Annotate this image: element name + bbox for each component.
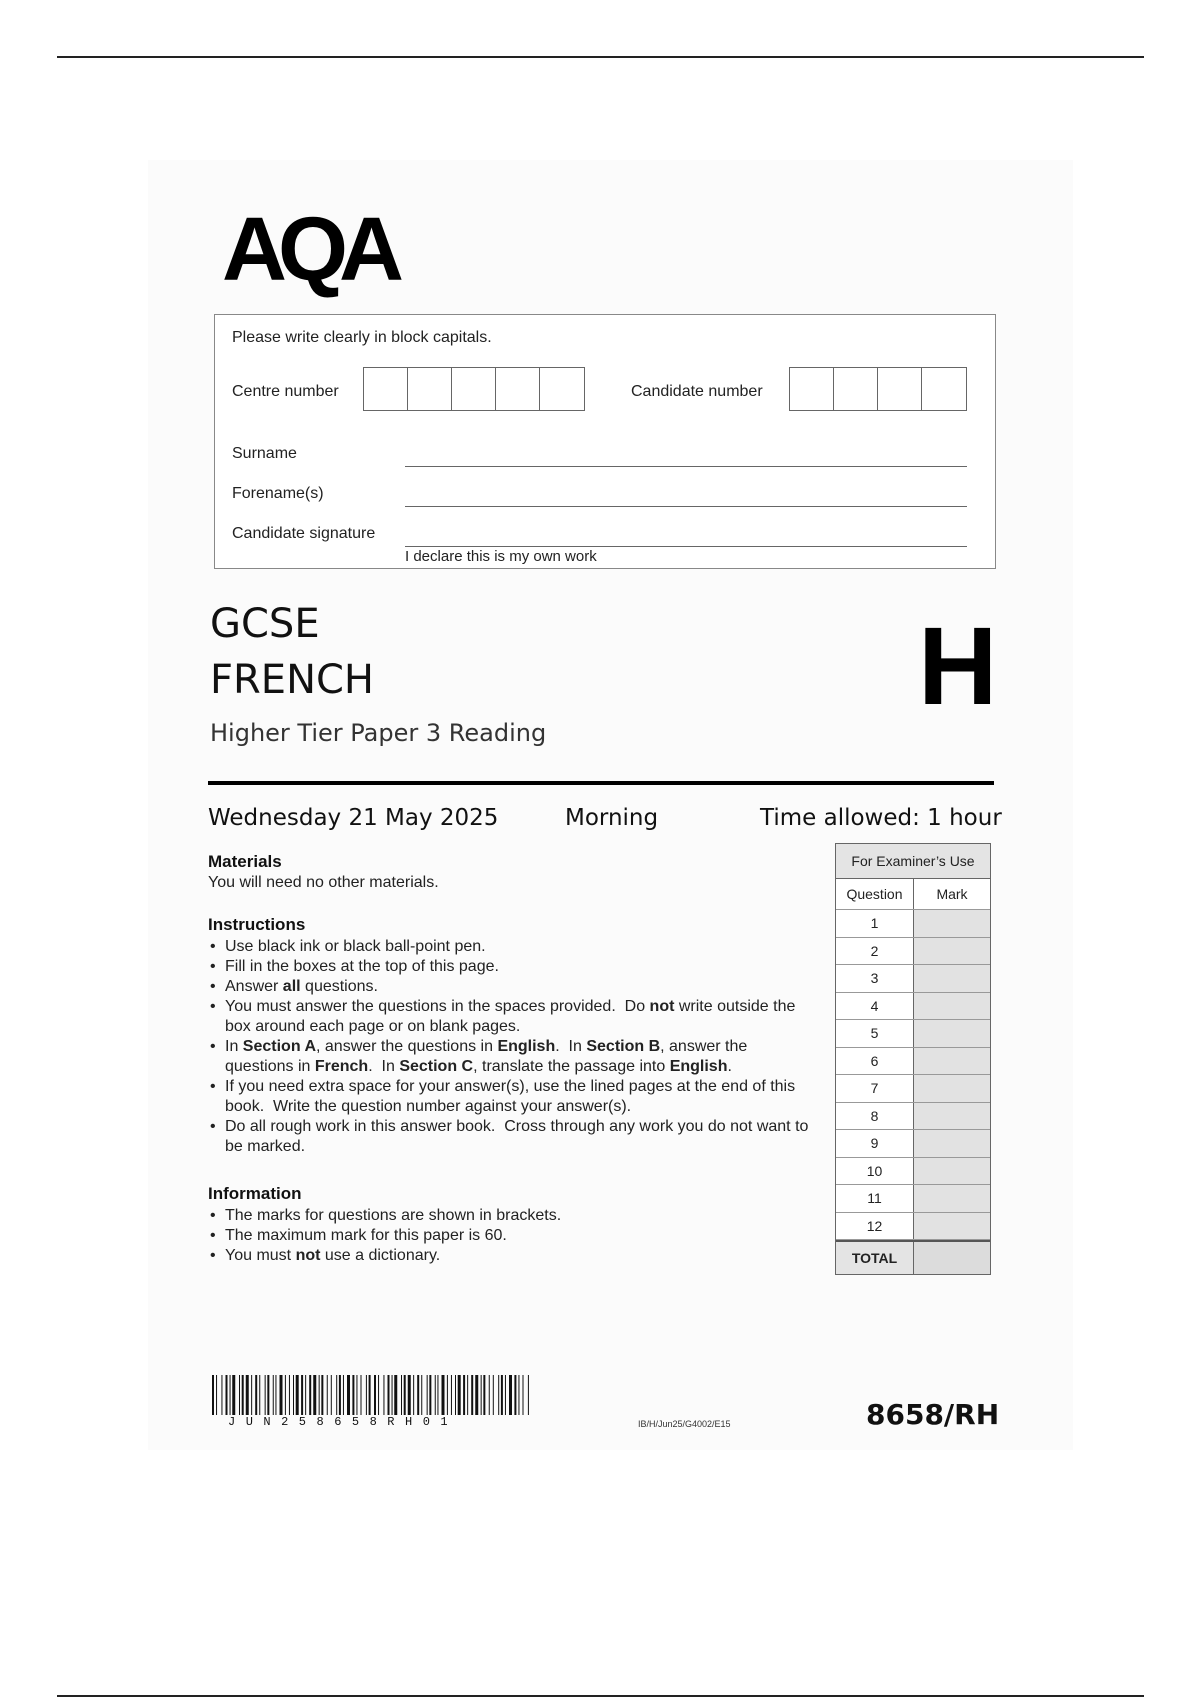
table-row xyxy=(836,1158,990,1186)
barcode-bar xyxy=(289,1375,290,1415)
mark-cell xyxy=(914,1075,990,1102)
barcode-bar xyxy=(343,1375,344,1415)
materials-text: You will need no other materials. xyxy=(208,874,439,891)
barcode-bar xyxy=(509,1375,512,1415)
candidate-details-box xyxy=(214,314,996,569)
time-allowed: Time allowed: 1 hour xyxy=(760,805,1002,831)
barcode-bar xyxy=(352,1375,354,1415)
barcode-bar xyxy=(321,1375,323,1415)
table-row xyxy=(836,938,990,966)
barcode-bar xyxy=(267,1375,269,1415)
centre-digit-box[interactable] xyxy=(496,368,540,410)
table-row xyxy=(836,993,990,1021)
materials-heading: Materials xyxy=(208,852,282,871)
question-number: 3 xyxy=(836,965,914,992)
barcode-bar xyxy=(216,1375,217,1415)
barcode-bar xyxy=(427,1375,428,1415)
instruction-item: • Fill in the boxes at the top of this page. xyxy=(208,957,818,977)
barcode-bar xyxy=(336,1375,337,1415)
barcode-bar xyxy=(319,1375,320,1415)
barcode-bar xyxy=(265,1375,266,1415)
forenames-line[interactable] xyxy=(405,506,967,507)
centre-digit-box[interactable] xyxy=(364,368,408,410)
barcode-bar xyxy=(255,1375,257,1415)
barcode-bar xyxy=(467,1375,468,1415)
question-number: 6 xyxy=(836,1048,914,1075)
total-row xyxy=(836,1240,990,1274)
candidate-digit-box[interactable] xyxy=(878,368,922,410)
barcode-bar xyxy=(239,1375,240,1415)
question-number: 1 xyxy=(836,910,914,937)
examiners-use-table xyxy=(835,843,991,1275)
question-number: 10 xyxy=(836,1158,914,1185)
barcode-bar xyxy=(471,1375,473,1415)
instruction-item: • You must answer the questions in the spaces provided. Do not write outside the box around each page or on blank pages. xyxy=(208,997,818,1037)
centre-number-boxes[interactable] xyxy=(363,367,585,411)
table-row xyxy=(836,910,990,938)
information-item: • The marks for questions are shown in brackets. xyxy=(208,1206,818,1226)
barcode-bar xyxy=(392,1375,393,1415)
barcode-bar xyxy=(501,1375,503,1415)
question-number: 12 xyxy=(836,1213,914,1240)
barcode-bar xyxy=(458,1375,461,1415)
qualification-title: GCSE xyxy=(210,601,320,647)
barcode-bar xyxy=(518,1375,519,1415)
candidate-digit-box[interactable] xyxy=(922,368,966,410)
paper-code: 8658/RH xyxy=(866,1398,1000,1431)
barcode-bar xyxy=(408,1375,411,1415)
barcode-bar xyxy=(285,1375,286,1415)
table-header-row xyxy=(836,879,990,910)
mark-column-header: Mark xyxy=(914,879,990,909)
document-reference: IB/H/Jun25/G4002/E15 xyxy=(638,1419,731,1429)
block-capitals-instruction: Please write clearly in block capitals. xyxy=(232,329,492,346)
barcode-bar xyxy=(413,1375,414,1415)
mark-cell xyxy=(914,1103,990,1130)
mark-cell xyxy=(914,1158,990,1185)
barcode-bar xyxy=(481,1375,482,1415)
tier-letter: H xyxy=(918,605,998,728)
information-list xyxy=(208,1206,818,1266)
barcode-bar xyxy=(483,1375,485,1415)
barcode-bar xyxy=(493,1375,494,1415)
exam-session: Morning xyxy=(565,805,659,831)
mark-cell xyxy=(914,1130,990,1157)
question-number: 7 xyxy=(836,1075,914,1102)
centre-digit-box[interactable] xyxy=(408,368,452,410)
barcode-bar xyxy=(280,1375,283,1415)
table-row xyxy=(836,965,990,993)
table-row xyxy=(836,1103,990,1131)
barcode-bar xyxy=(401,1375,402,1415)
instructions-list xyxy=(208,937,818,1157)
barcode-bar xyxy=(528,1375,529,1415)
information-item: • The maximum mark for this paper is 60. xyxy=(208,1226,818,1246)
mark-cell xyxy=(914,965,990,992)
question-number: 5 xyxy=(836,1020,914,1047)
candidate-digit-box[interactable] xyxy=(790,368,834,410)
instruction-item: • Do all rough work in this answer book. Cross through any work you do not want to be marked. xyxy=(208,1117,818,1157)
barcode-bar xyxy=(226,1375,228,1415)
subject-title: FRENCH xyxy=(210,657,375,703)
surname-line[interactable] xyxy=(405,466,967,467)
centre-number-label: Centre number xyxy=(232,383,339,400)
question-number: 2 xyxy=(836,938,914,965)
barcode-bar xyxy=(455,1375,456,1415)
barcode xyxy=(212,1375,530,1415)
barcode-bar xyxy=(442,1375,445,1415)
barcode-bar xyxy=(369,1375,371,1415)
instruction-item: • Answer all questions. xyxy=(208,977,818,997)
question-rows xyxy=(836,910,990,1240)
table-row xyxy=(836,1048,990,1076)
declaration-text: I declare this is my own work xyxy=(405,548,597,565)
barcode-bar xyxy=(293,1375,294,1415)
mark-cell xyxy=(914,1185,990,1212)
table-row xyxy=(836,1020,990,1048)
page-bottom-rule xyxy=(57,1695,1144,1697)
instruction-item: • If you need extra space for your answer(s), use the lined pages at the end of this book. Write the question number against your answer(s). xyxy=(208,1077,818,1117)
centre-digit-box[interactable] xyxy=(452,368,496,410)
table-row xyxy=(836,1130,990,1158)
barcode-bar xyxy=(523,1375,524,1415)
table-row xyxy=(836,1213,990,1241)
barcode-bar xyxy=(230,1375,231,1415)
barcode-bar xyxy=(447,1375,448,1415)
barcode-bar xyxy=(221,1375,222,1415)
exam-date: Wednesday 21 May 2025 xyxy=(208,805,499,831)
barcode-bar xyxy=(361,1375,362,1415)
barcode-bar xyxy=(421,1375,422,1415)
barcode-bar xyxy=(313,1375,316,1415)
signature-line[interactable] xyxy=(405,546,967,547)
barcode-bar xyxy=(394,1375,397,1415)
barcode-bar xyxy=(383,1375,384,1415)
barcode-bar xyxy=(259,1375,260,1415)
barcode-bar xyxy=(475,1375,478,1415)
total-label: TOTAL xyxy=(836,1242,914,1274)
barcode-bar xyxy=(331,1375,332,1415)
title-divider xyxy=(208,781,994,785)
barcode-bar xyxy=(366,1375,367,1415)
barcode-bar xyxy=(417,1375,419,1415)
centre-digit-box[interactable] xyxy=(540,368,584,410)
page-top-rule xyxy=(57,56,1144,58)
mark-cell xyxy=(914,938,990,965)
question-number: 8 xyxy=(836,1103,914,1130)
surname-label: Surname xyxy=(232,445,297,462)
instructions-heading: Instructions xyxy=(208,915,306,934)
instruction-item: • In Section A, answer the questions in English. In Section B, answer the questions in French. In Section C, translate the passage into English. xyxy=(208,1037,818,1077)
barcode-bar xyxy=(232,1375,235,1415)
signature-label: Candidate signature xyxy=(232,525,376,542)
information-item: • You must not use a dictionary. xyxy=(208,1246,818,1266)
barcode-bar xyxy=(275,1375,276,1415)
question-number: 4 xyxy=(836,993,914,1020)
barcode-bar xyxy=(429,1375,431,1415)
candidate-number-label: Candidate number xyxy=(631,383,763,400)
mark-cell xyxy=(914,1020,990,1047)
paper-subtitle: Higher Tier Paper 3 Reading xyxy=(210,719,547,747)
information-heading: Information xyxy=(208,1184,302,1203)
mark-cell xyxy=(914,1213,990,1240)
instruction-item: • Use black ink or black ball-point pen. xyxy=(208,937,818,957)
barcode-bar xyxy=(378,1375,379,1415)
barcode-bar xyxy=(463,1375,465,1415)
barcode-bar xyxy=(327,1375,328,1415)
barcode-bar xyxy=(301,1375,303,1415)
mark-cell xyxy=(914,1048,990,1075)
barcode-bar xyxy=(242,1375,244,1415)
barcode-bar xyxy=(212,1375,214,1415)
barcode-bar xyxy=(305,1375,306,1415)
barcode-bar xyxy=(251,1375,252,1415)
barcode-bar xyxy=(374,1375,376,1415)
question-number: 9 xyxy=(836,1130,914,1157)
table-row xyxy=(836,1075,990,1103)
mark-cell xyxy=(914,993,990,1020)
barcode-bar xyxy=(339,1375,341,1415)
forenames-label: Forename(s) xyxy=(232,485,324,502)
barcode-bar xyxy=(246,1375,249,1415)
candidate-number-boxes[interactable] xyxy=(789,367,967,411)
question-column-header: Question xyxy=(836,879,914,909)
barcode-bar xyxy=(356,1375,357,1415)
barcode-bar xyxy=(451,1375,452,1415)
table-row xyxy=(836,1185,990,1213)
question-number: 11 xyxy=(836,1185,914,1212)
barcode-bar xyxy=(309,1375,311,1415)
aqa-logo: AQA xyxy=(222,200,395,300)
barcode-bar xyxy=(489,1375,490,1415)
barcode-bar xyxy=(505,1375,506,1415)
barcode-bar xyxy=(296,1375,299,1415)
mark-cell xyxy=(914,910,990,937)
barcode-bar xyxy=(347,1375,350,1415)
barcode-bar xyxy=(437,1375,438,1415)
total-mark-cell xyxy=(914,1242,990,1274)
barcode-text: JUN258658RH01 xyxy=(228,1415,459,1429)
examiners-use-heading: For Examiner’s Use xyxy=(836,844,990,879)
barcode-bar xyxy=(514,1375,516,1415)
barcode-bar xyxy=(388,1375,390,1415)
barcode-bar xyxy=(435,1375,436,1415)
barcode-bar xyxy=(498,1375,499,1415)
barcode-bar xyxy=(273,1375,274,1415)
candidate-digit-box[interactable] xyxy=(834,368,878,410)
barcode-bar xyxy=(404,1375,406,1415)
